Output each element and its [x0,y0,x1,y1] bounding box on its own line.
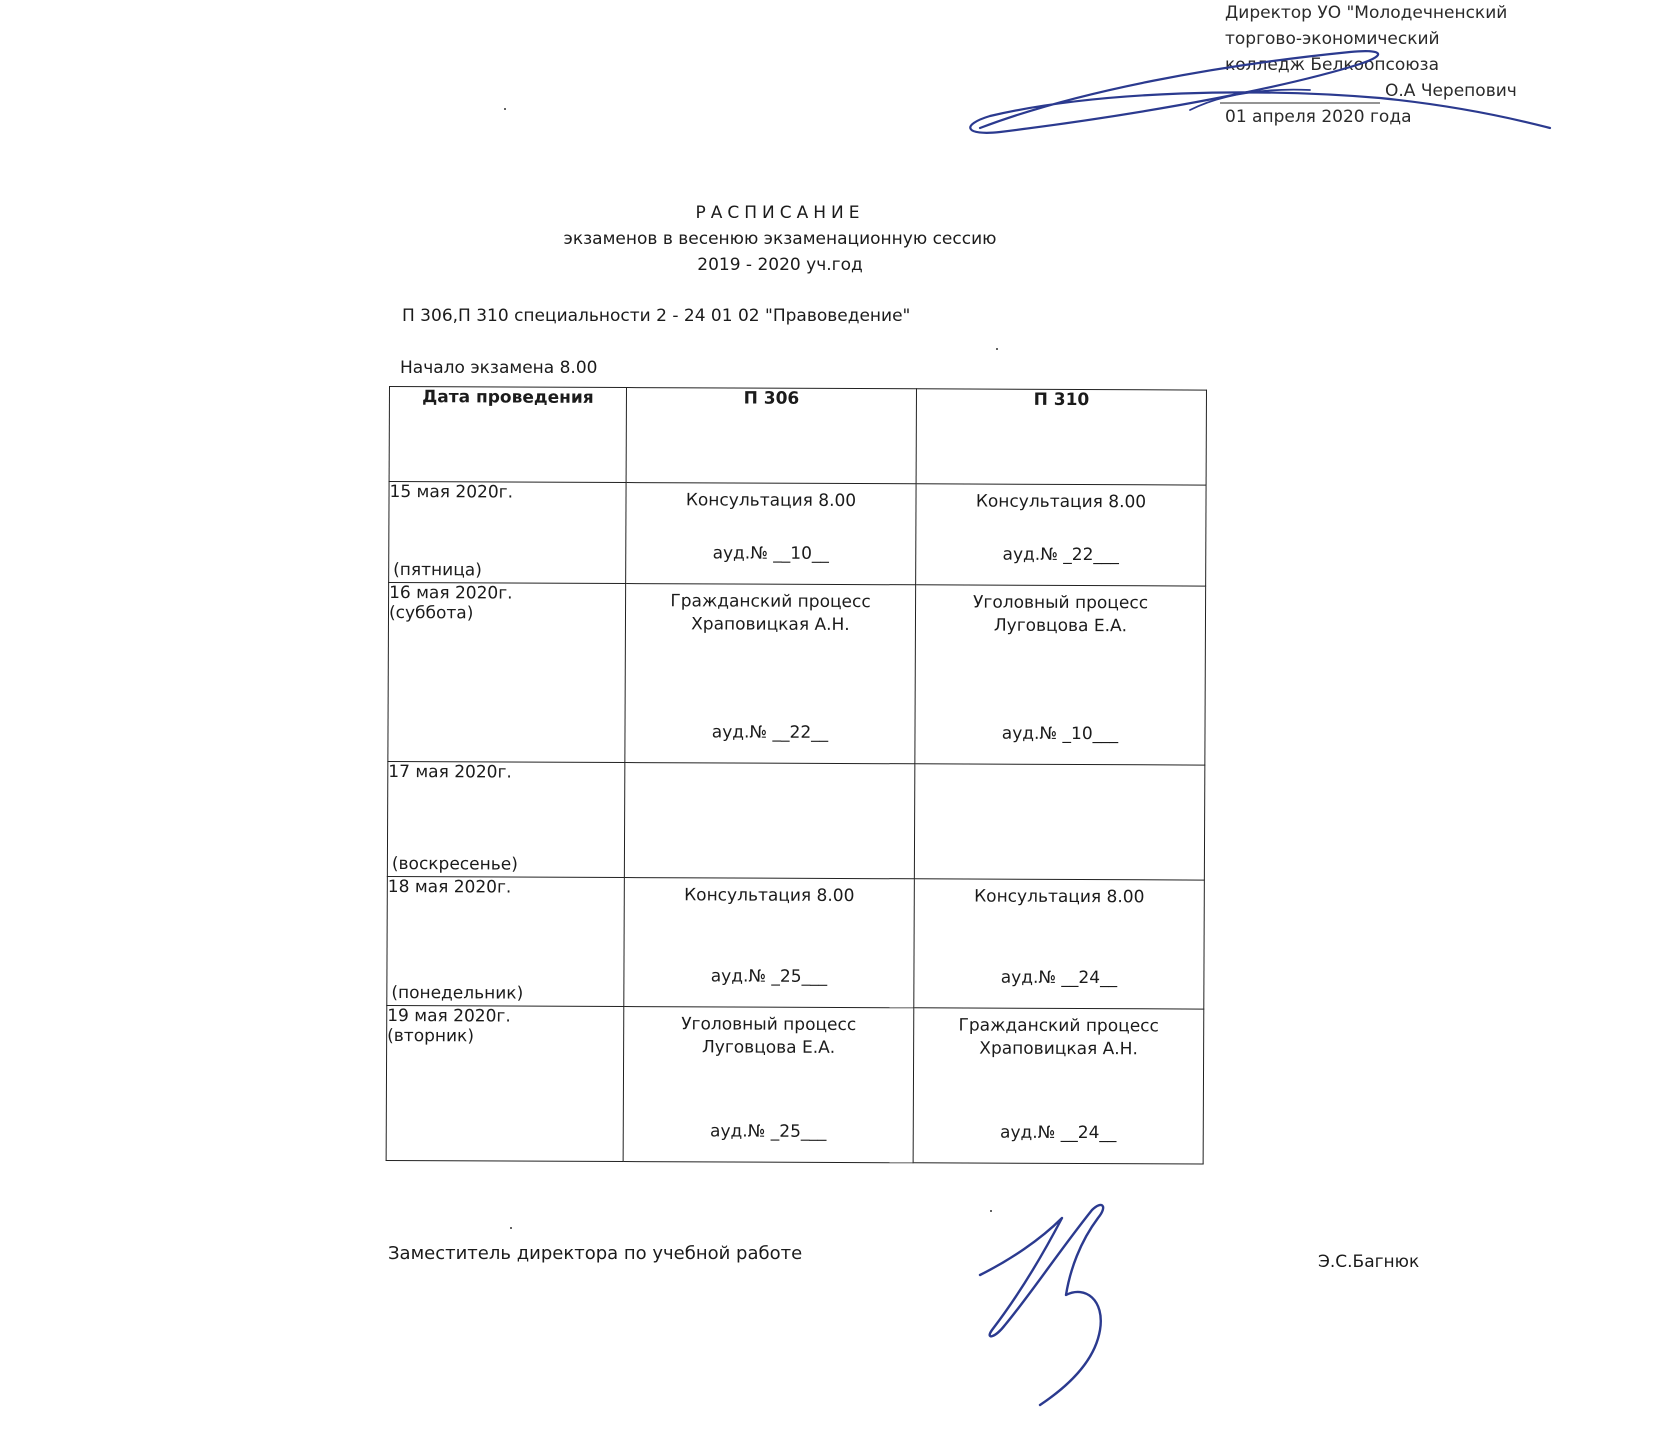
teacher-text: Луговцова Е.А. [993,615,1128,637]
p310-cell [915,585,1206,765]
weekday-text: (вторник) [387,1025,475,1047]
subject-text: Гражданский процесс [670,591,871,613]
date-text: 15 мая 2020г. [389,482,514,503]
teacher-text: Храповицкая А.Н. [691,614,850,636]
event-text: Консультация 8.00 [975,491,1147,513]
p306-cell [625,584,916,764]
p306-cell [626,483,916,585]
date-cell [389,482,626,584]
subject-text: Гражданский процесс [958,1015,1159,1037]
date-text: 18 мая 2020г. [387,876,512,898]
room-text: ауд.№ __10__ [712,543,829,564]
date-text: 19 мая 2020г. [387,1005,511,1027]
teacher-text: Храповицкая А.Н. [979,1038,1138,1060]
weekday-text: (воскресенье) [391,854,518,875]
table-header-row [389,387,1206,486]
room-text: ауд.№ _25___ [710,1121,827,1142]
p310-cell [916,484,1206,586]
header-p310: П 310 [916,389,1206,485]
p306-cell [624,878,915,1008]
p310-cell [914,879,1205,1009]
room-text: ауд.№ _10___ [1001,723,1119,745]
event-text: Консультация 8.00 [684,885,855,907]
subject-text: Уголовный процесс [681,1014,857,1036]
document-title [530,200,1030,278]
header-date: Дата проведения [389,387,626,483]
date-cell [388,583,626,763]
approval-line-3: колледж Белкоопсоюза [1225,55,1440,75]
exam-schedule-table [386,386,1207,1165]
deputy-director-title: Заместитель директора по учебной работе [388,1243,803,1264]
table-row [389,482,1206,587]
weekday-text: (суббота) [388,603,474,624]
date-text: 16 мая 2020г. [389,583,513,604]
table-row [388,583,1206,766]
title-year: 2019 - 2020 уч.год [697,255,863,275]
date-text: 17 мая 2020г. [388,762,512,783]
event-text: Консультация 8.00 [685,490,857,512]
approval-date: 01 апреля 2020 года [1225,107,1412,127]
room-text: ауд.№ __22__ [711,722,829,743]
date-cell [387,876,625,1006]
teacher-text: Луговцова Е.А. [701,1037,836,1058]
specialty-line: П 306,П 310 специальности 2 - 24 01 02 "Правоведение" [402,306,911,326]
p310-cell [913,1008,1204,1164]
approval-signatory: О.А Черепович [1385,81,1517,101]
deputy-director-name: Э.С.Багнюк [1318,1252,1420,1272]
deputy-signature-icon [970,1200,1170,1410]
weekday-text: (понедельник) [391,983,524,1004]
table-row [387,876,1205,1009]
scan-speck [504,108,506,110]
room-text: ауд.№ _25___ [710,966,828,987]
p310-cell [914,764,1204,880]
title-heading: РАСПИСАНИЕ [695,203,865,223]
exam-start-time: Начало экзамена 8.00 [400,358,598,378]
header-p306: П 306 [626,388,916,484]
date-cell [386,1005,624,1161]
p306-cell [624,763,914,879]
room-text: ауд.№ __24__ [1000,1122,1117,1144]
director-signature-icon [960,40,1560,150]
scan-speck [990,1210,992,1212]
weekday-text: (пятница) [393,560,482,581]
table-row [386,1005,1204,1164]
event-text: Консультация 8.00 [974,886,1145,908]
title-subtitle: экзаменов в весенюю экзаменационную сессию [563,229,997,249]
subject-text: Уголовный процесс [973,592,1149,614]
approval-line-2: торгово-экономический [1225,29,1440,49]
table-row [387,761,1204,880]
date-cell [387,761,624,877]
room-text: ауд.№ _22___ [1002,544,1119,566]
room-text: ауд.№ __24__ [1000,967,1118,989]
p306-cell [623,1007,914,1163]
scan-speck [510,1227,512,1229]
scan-speck [996,348,998,350]
approval-line-1: Директор УО "Молодечненский [1225,3,1508,23]
